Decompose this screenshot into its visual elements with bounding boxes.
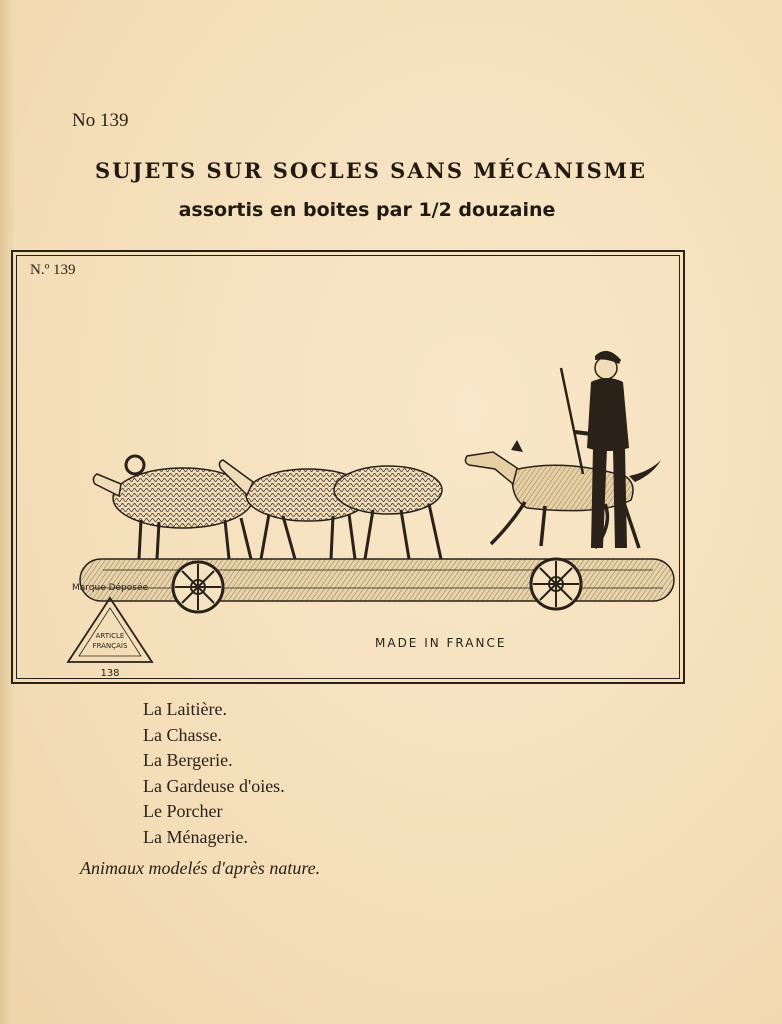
wheel-right-icon <box>531 559 581 609</box>
catalog-number: No 139 <box>72 110 129 131</box>
list-item: La Chasse. <box>143 724 222 745</box>
made-in-label: MADE IN FRANCE <box>375 636 507 650</box>
wooden-base <box>80 559 674 601</box>
dog-figure <box>465 440 661 548</box>
list-item: La Ménagerie. <box>143 826 248 847</box>
trademark-number: 138 <box>100 668 120 679</box>
tagline: Animaux modelés d'après nature. <box>80 858 321 878</box>
shepherd-scene-illustration <box>13 252 683 682</box>
list-item: Le Porcher <box>143 801 223 821</box>
wheel-left-icon <box>173 562 223 612</box>
item-list <box>143 697 285 850</box>
trademark-top-text: Marque Déposée <box>71 583 149 593</box>
trademark-inner-text-2: FRANÇAIS <box>92 642 128 650</box>
page-title: SUJETS SUR SOCLES SANS MÉCANISME <box>94 158 647 183</box>
list-item: La Gardeuse d'oies. <box>143 775 285 796</box>
page-subtitle: assortis en boites par 1/2 douzaine <box>178 199 556 221</box>
plate-number: N.º 139 <box>30 262 76 278</box>
illustration-plate <box>11 250 685 684</box>
shepherd-figure <box>561 351 629 548</box>
list-item: La Laitière. <box>143 699 227 719</box>
list-item: La Bergerie. <box>143 750 233 770</box>
trademark-inner-text-1: ARTICLE <box>95 632 125 640</box>
